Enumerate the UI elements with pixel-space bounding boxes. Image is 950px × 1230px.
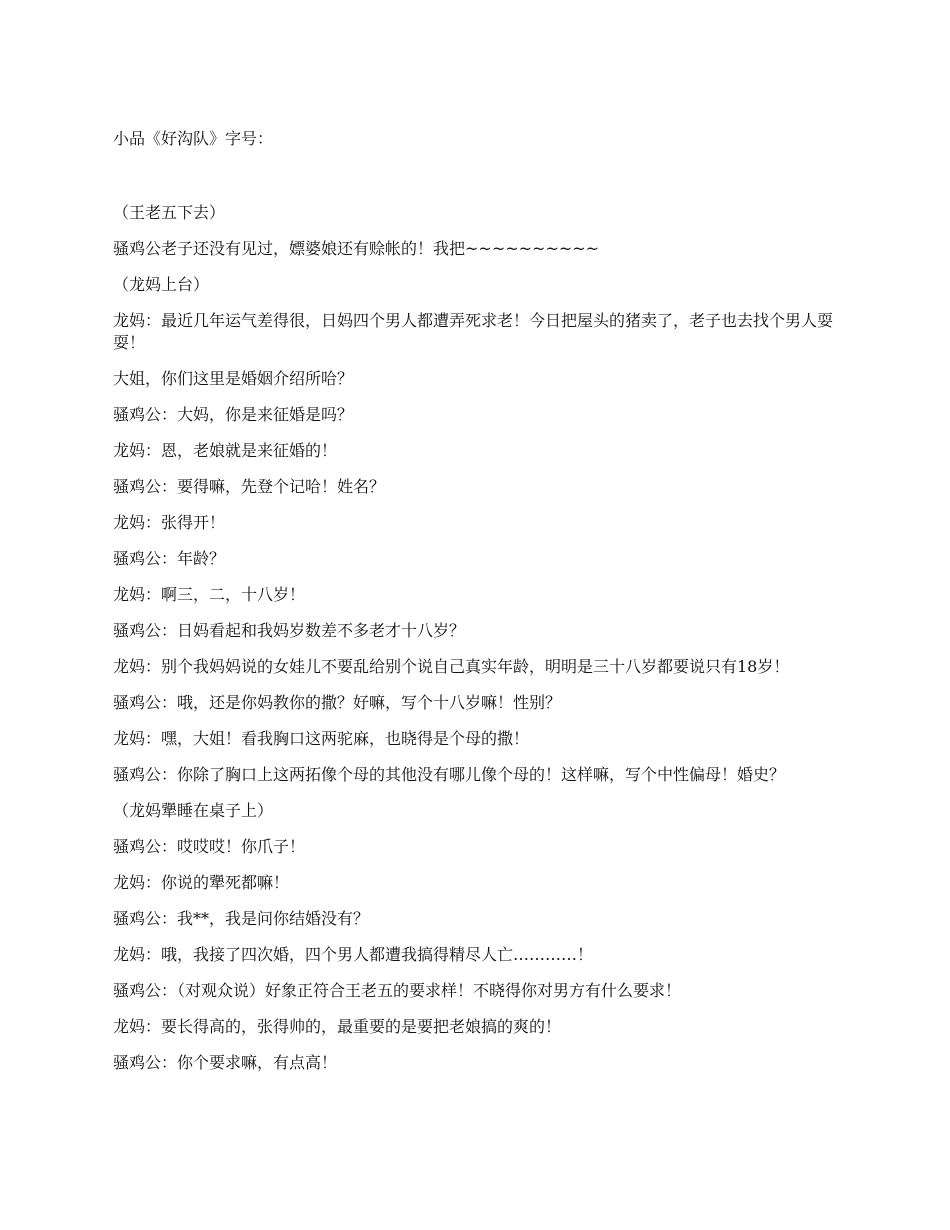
document-page: [113, 128, 843, 1088]
script-line: 骚鸡公：要得嘛，先登个记哈！姓名？: [113, 477, 386, 496]
script-line: （龙妈上台）: [113, 275, 210, 294]
script-line: 骚鸡公：大妈，你是来征婚是吗？: [113, 405, 354, 424]
script-line: 龙妈：恩，老娘就是来征婚的！: [113, 441, 338, 460]
script-line: 龙妈：哦，我接了四次婚，四个男人都遭我搞得精尽人亡…………！: [113, 945, 594, 964]
script-line: 龙妈：啊三，二，十八岁！: [113, 585, 306, 604]
script-line: （王老五下去）: [113, 203, 226, 222]
script-line: 骚鸡公：哦，还是你妈教你的撒？好嘛，写个十八岁嘛！性别？: [113, 693, 562, 712]
script-line: 龙妈：嘿，大姐！看我胸口这两驼麻，也晓得是个母的撒！: [113, 729, 530, 748]
script-line: 大姐，你们这里是婚姻介绍所哈？: [113, 369, 354, 388]
script-line: 龙妈：你说的犟死都嘛！: [113, 873, 290, 892]
script-line: 骚鸡公：你个要求嘛，有点高！: [113, 1053, 338, 1072]
script-line: 骚鸡公：哎哎哎！你爪子！: [113, 837, 306, 856]
document-title: 小品《好沟队》字号：: [113, 129, 274, 148]
script-line: 龙妈：最近几年运气差得很，日妈四个男人都遭弄死求老！今日把屋头的猪卖了，老子也去找个男人耍耍！: [113, 311, 834, 352]
script-line: 骚鸡公：我**，我是问你结婚没有？: [113, 909, 370, 928]
script-line: 龙妈：张得开！: [113, 513, 226, 532]
script-line: 骚鸡公老子还没有见过，嫖婆娘还有赊帐的！我把~~~~~~~~~~: [113, 239, 600, 258]
script-line: （龙妈犟睡在桌子上）: [113, 801, 274, 820]
script-line: 骚鸡公：（对观众说）好象正符合王老五的要求样！不晓得你对男方有什么要求！: [113, 981, 682, 1000]
script-lines: [113, 202, 843, 1074]
script-line: 龙妈：别个我妈妈说的女娃儿不要乱给别个说自己真实年龄，明明是三十八岁都要说只有18岁！: [113, 657, 790, 676]
script-line: 骚鸡公：日妈看起和我妈岁数差不多老才十八岁？: [113, 621, 466, 640]
script-line: 骚鸡公：年龄？: [113, 549, 226, 568]
script-line: 骚鸡公：你除了胸口上这两拓像个母的其他没有哪儿像个母的！这样嘛，写个中性偏母！婚史？: [113, 765, 786, 784]
script-line: 龙妈：要长得高的，张得帅的，最重要的是要把老娘搞的爽的！: [113, 1017, 562, 1036]
